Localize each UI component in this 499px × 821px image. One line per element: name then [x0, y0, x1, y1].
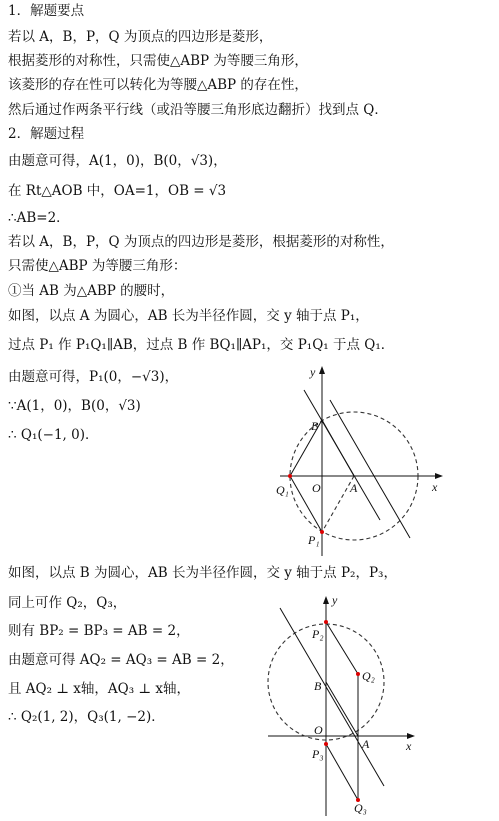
point-p1 [320, 530, 324, 534]
text-line: ①当 AB 为△ABP 的腰时， [8, 283, 175, 299]
label-x: x [432, 480, 438, 494]
text-line: ∴AB=2． [8, 210, 70, 226]
y-axis-arrow-icon [323, 596, 329, 604]
point-q1 [288, 474, 292, 478]
text-line: 由题意可得，A(1，0)，B(0，√3)， [8, 153, 227, 169]
label-q2: Q₂ [362, 669, 375, 683]
label-p2: P₂ [312, 627, 324, 641]
point-q2 [356, 672, 360, 676]
label-x: x [406, 739, 412, 753]
text-line: 若以 A，B，P，Q 为顶点的四边形是菱形， [8, 29, 273, 45]
section-heading-process: 2．解题过程 [8, 126, 85, 142]
x-axis-arrow-icon [435, 473, 443, 479]
segment-b-a [326, 682, 358, 736]
label-a: A [362, 737, 370, 751]
label-b: B [314, 679, 322, 693]
text-line: 如图，以点 A 为圆心，AB 长为半径作圆，交 y 轴于点 P₁， [8, 308, 369, 324]
label-a: A [350, 481, 358, 495]
text-line: 则有 BP₂ = BP₃ = AB = 2， [8, 623, 190, 639]
point-p3 [324, 742, 328, 746]
text-line: 同上可作 Q₂，Q₃， [8, 595, 127, 611]
label-y: y [332, 593, 338, 607]
text-line: 只需使△ABP 为等腰三角形： [8, 258, 187, 274]
label-o: O [314, 723, 323, 737]
text-line: ∵A(1，0)，B(0，√3) [8, 398, 141, 414]
text-line: 根据菱形的对称性，只需使△ABP 为等腰三角形， [8, 53, 308, 69]
text-line: 过点 P₁ 作 P₁Q₁∥AB，过点 B 作 BQ₁∥AP₁，交 P₁Q₁ 于点 Q₁． [8, 337, 395, 353]
text-line: 该菱形的存在性可以转化为等腰△ABP 的存在性， [8, 77, 308, 93]
segment-p3-q3 [326, 744, 358, 800]
text-line: 在 Rt△AOB 中，OA=1，OB = √3 [8, 183, 227, 199]
label-y: y [310, 365, 316, 379]
label-q1: Q₁ [276, 483, 289, 497]
section-heading-key-points: 1．解题要点 [8, 3, 85, 19]
text-line: 若以 A，B，P，Q 为顶点的四边形是菱形，根据菱形的对称性， [8, 234, 394, 250]
text-line: 如图，以点 B 为圆心，AB 长为半径作圆，交 y 轴于点 P₂，P₃， [8, 565, 397, 581]
line-through-p2 [280, 608, 384, 786]
label-p3: P₃ [312, 747, 324, 761]
segment-p2-q2 [326, 622, 358, 674]
text-line: 由题意可得 AQ₂ = AQ₃ = AB = 2， [8, 652, 234, 668]
label-o: O [312, 481, 321, 495]
label-p1: P₁ [308, 533, 320, 547]
text-line: ∴ Q₁(−1, 0)． [8, 427, 99, 443]
text-line: ∴ Q₂(1, 2)，Q₃(1, −2)． [8, 709, 165, 725]
y-axis-arrow-icon [319, 366, 325, 374]
text-line: 由题意可得，P₁(0，−√3)， [8, 369, 179, 385]
figure-rhombus-2 [262, 590, 422, 818]
figure-rhombus-1 [270, 360, 450, 560]
label-b: B [311, 419, 319, 433]
text-line: 且 AQ₂ ⊥ x轴，AQ₃ ⊥ x轴， [8, 681, 191, 697]
label-q3: Q₃ [354, 801, 367, 815]
point-p2 [324, 620, 328, 624]
line-parallel-ab [330, 400, 410, 538]
line-through-b-extended [304, 390, 380, 520]
text-line: 然后通过作两条平行线（或沿等腰三角形底边翻折）找到点 Q． [8, 102, 388, 118]
